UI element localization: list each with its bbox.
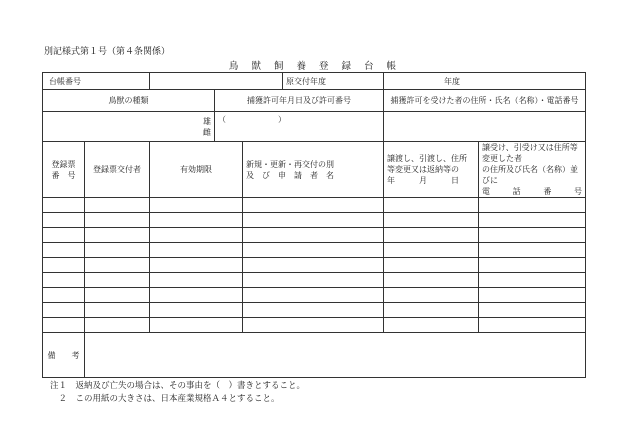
form-reference: 別記様式第１号（第４条関係）: [44, 47, 171, 57]
ledger-entry-cell[interactable]: [85, 198, 150, 213]
male-label: 雄: [203, 116, 211, 126]
ledger-entry-cell[interactable]: [243, 318, 384, 333]
ledger-entry-cell[interactable]: [43, 228, 85, 243]
renewal-header: 新規・更新・再交付の別 及 び 申 請 者 名: [243, 142, 384, 198]
ledger-entry-cell[interactable]: [43, 258, 85, 273]
ledger-entry-cell[interactable]: [43, 213, 85, 228]
ledger-entry-cell[interactable]: [384, 243, 479, 258]
ledger-entry-cell[interactable]: [384, 228, 479, 243]
ledger-entry-cell[interactable]: [85, 273, 150, 288]
capture-permit-field[interactable]: [215, 112, 384, 142]
remarks-field[interactable]: [85, 333, 586, 378]
ledger-entry-cell[interactable]: [384, 288, 479, 303]
ledger-entry-cell[interactable]: [479, 303, 586, 318]
registration-ledger-table: [42, 72, 586, 378]
ledger-entry-cell[interactable]: [479, 273, 586, 288]
ledger-entry-row: [43, 243, 586, 258]
ledger-entry-cell[interactable]: [85, 288, 150, 303]
ledger-entry-cell[interactable]: [243, 273, 384, 288]
ledger-entry-cell[interactable]: [85, 318, 150, 333]
ledger-entry-cell[interactable]: [43, 318, 85, 333]
ledger-entry-cell[interactable]: [479, 288, 586, 303]
ledger-entry-cell[interactable]: [150, 243, 243, 258]
ledger-entry-cell[interactable]: [479, 228, 586, 243]
ledger-entry-cell[interactable]: [150, 303, 243, 318]
ledger-entry-row: [43, 318, 586, 333]
ledger-entry-cell[interactable]: [384, 213, 479, 228]
ledger-entry-cell[interactable]: [85, 213, 150, 228]
ledger-entry-cell[interactable]: [85, 243, 150, 258]
paren-close: ）: [278, 115, 286, 124]
ledger-entry-cell[interactable]: [243, 228, 384, 243]
ledger-entry-cell[interactable]: [479, 258, 586, 273]
ledger-entry-cell[interactable]: [384, 318, 479, 333]
ledger-entry-cell[interactable]: [43, 243, 85, 258]
ledger-entry-cell[interactable]: [150, 198, 243, 213]
ledger-entry-cell[interactable]: [150, 228, 243, 243]
ledger-entry-cell[interactable]: [43, 303, 85, 318]
ledger-entry-cell[interactable]: [243, 198, 384, 213]
ledger-entry-row: [43, 228, 586, 243]
ledger-entry-cell[interactable]: [243, 303, 384, 318]
ledger-entry-cell[interactable]: [43, 198, 85, 213]
ledger-entry-cell[interactable]: [479, 243, 586, 258]
paren-open: （: [218, 115, 226, 124]
ledger-no-label: 台帳番号: [43, 73, 150, 90]
ledger-entry-row: [43, 273, 586, 288]
validity-header: 有効期限: [150, 142, 243, 198]
ledger-entry-cell[interactable]: [243, 258, 384, 273]
species-entry-row: [43, 112, 586, 142]
ledger-entry-cell[interactable]: [243, 243, 384, 258]
footnotes: [50, 380, 305, 406]
ledger-entry-cell[interactable]: [43, 288, 85, 303]
transfer-date-header: 譲渡し、引渡し、住所 等変更又は返納等の 年 月 日: [384, 142, 479, 198]
reg-no-header: 登録票 番 号: [43, 142, 85, 198]
ledger-entry-cell[interactable]: [384, 273, 479, 288]
ledger-entry-cell[interactable]: [243, 213, 384, 228]
ledger-entry-cell[interactable]: [479, 318, 586, 333]
ledger-entry-cell[interactable]: [384, 303, 479, 318]
ledger-entry-cell[interactable]: [85, 258, 150, 273]
permittee-field[interactable]: [384, 112, 586, 142]
ledger-entry-row: [43, 288, 586, 303]
remarks-label: 備 考: [43, 333, 85, 378]
ledger-entry-row: [43, 198, 586, 213]
ledger-entry-cell[interactable]: [43, 273, 85, 288]
ledger-entry-cell[interactable]: [479, 198, 586, 213]
orig-year-field[interactable]: [384, 73, 586, 90]
footnote-2: ２ この用紙の大きさは、日本産業規格Ａ４とすること。: [50, 394, 280, 404]
ledger-entry-cell[interactable]: [384, 258, 479, 273]
ledger-entry-cell[interactable]: [85, 303, 150, 318]
ledger-entry-cell[interactable]: [150, 258, 243, 273]
permittee-label: 捕獲許可を受けた者の住所・氏名（名称）・電話番号: [384, 90, 586, 112]
ledger-number-row: [43, 73, 586, 90]
ledger-entry-cell[interactable]: [150, 273, 243, 288]
ledger-entry-cell[interactable]: [85, 228, 150, 243]
ledger-entry-row: [43, 213, 586, 228]
ledger-entry-row: [43, 303, 586, 318]
receiver-phone-label: 電 話 番 号: [482, 187, 582, 196]
issuer-header: 登録票交付者: [85, 142, 150, 198]
receiver-header: 譲受け、引受け又は住所等変更した者 の住所及び氏名（名称）並びに 電 話 番 号: [479, 142, 586, 198]
female-label: 雌: [203, 127, 211, 137]
ledger-entry-cell[interactable]: [243, 288, 384, 303]
species-header-row: [43, 90, 586, 112]
column-header-row: [43, 142, 586, 198]
ledger-entry-cell[interactable]: [150, 288, 243, 303]
page-title: 鳥 獣 飼 養 登 録 台 帳: [228, 61, 402, 72]
ledger-no-field[interactable]: [150, 73, 283, 90]
ledger-entry-cell[interactable]: [150, 318, 243, 333]
capture-permit-label: 捕獲許可年月日及び許可番号: [215, 90, 384, 112]
year-suffix: 年度: [444, 76, 461, 86]
ledger-entry-cell[interactable]: [384, 198, 479, 213]
species-label: 鳥獣の種類: [43, 90, 215, 112]
ledger-entry-cell[interactable]: [479, 213, 586, 228]
sex-field[interactable]: [43, 112, 215, 142]
ledger-entry-cell[interactable]: [150, 213, 243, 228]
remarks-row: [43, 333, 586, 378]
orig-year-label: 原交付年度: [283, 73, 384, 90]
ledger-entry-row: [43, 258, 586, 273]
footnote-1: 注１ 返納及び亡失の場合は、その事由を（ ）書きとすること。: [50, 381, 306, 391]
